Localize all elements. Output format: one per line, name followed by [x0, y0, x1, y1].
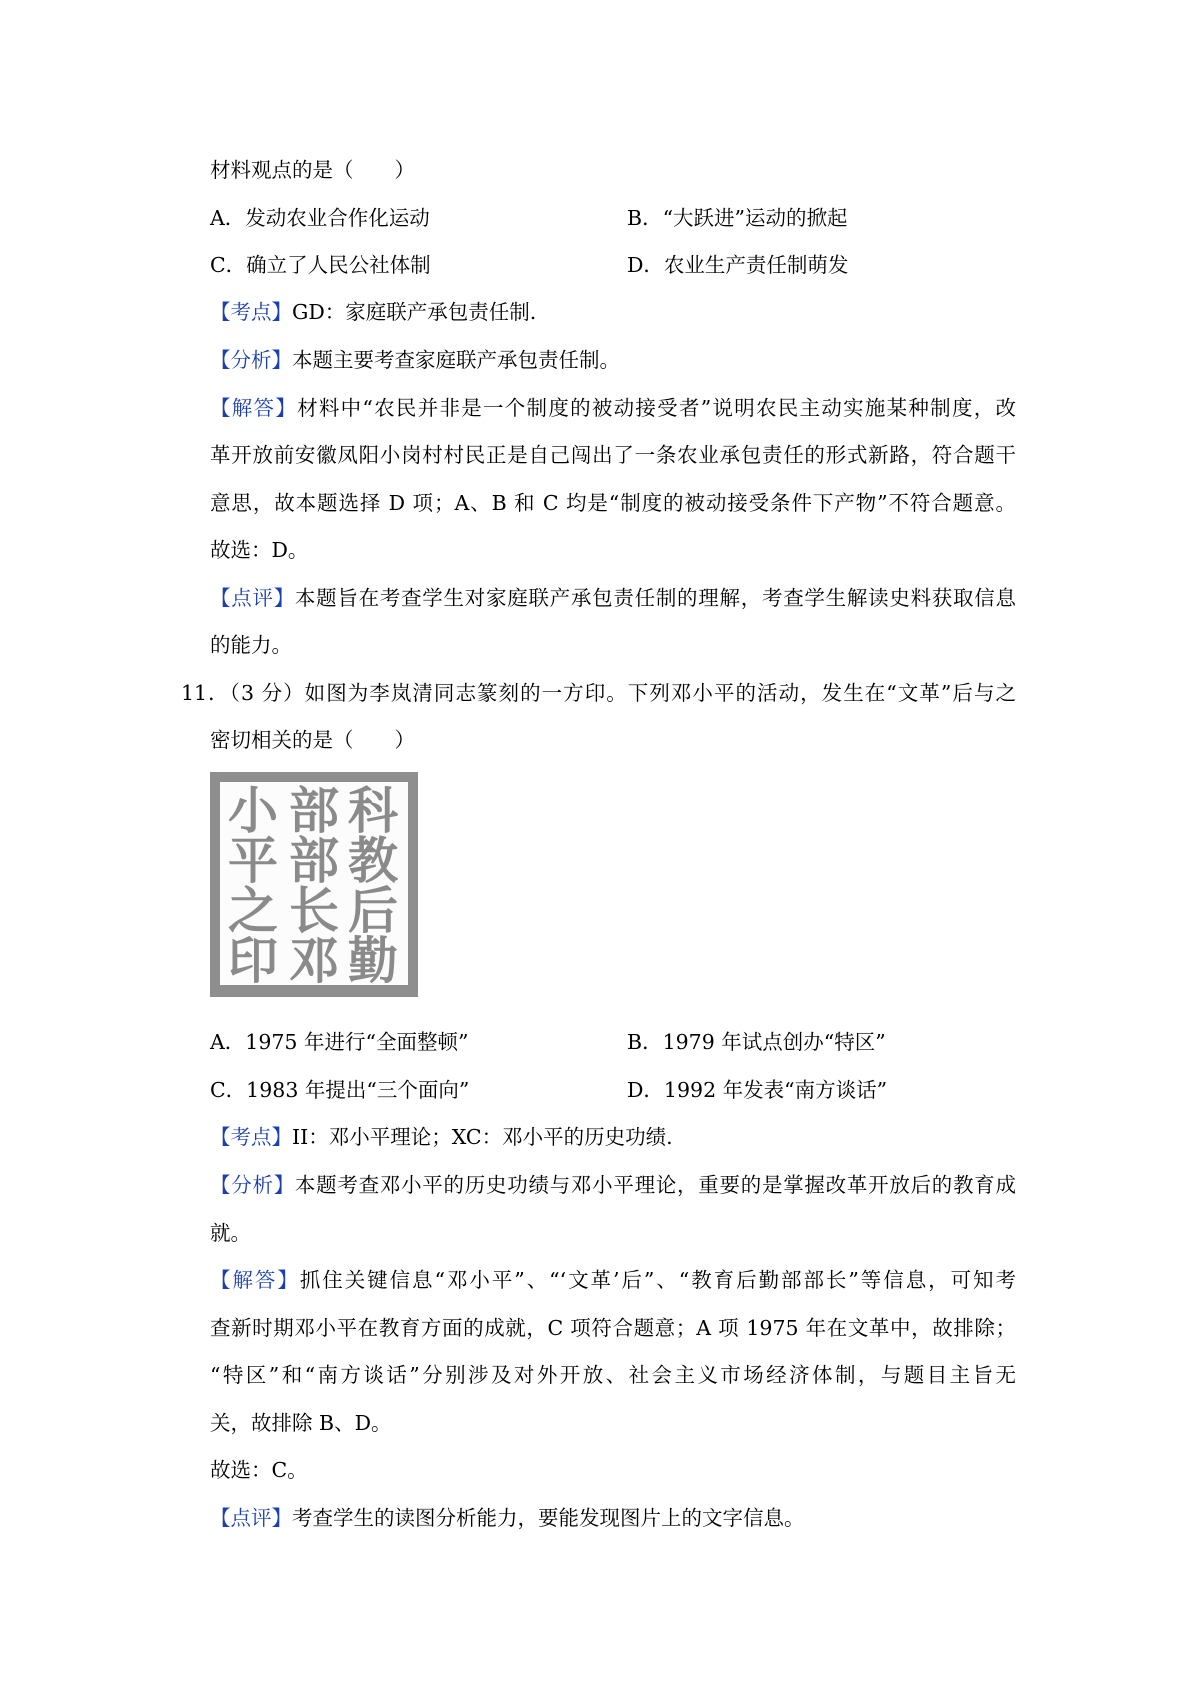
seal-char: 之	[228, 882, 278, 940]
q10-kaodian	[210, 297, 536, 327]
seal-char: 后	[348, 882, 398, 940]
seal-column-1	[342, 782, 404, 990]
q11-stem-line1: 11．（3 分）如图为李岚清同志篆刻的一方印。下列邓小平的活动，发生在“文革”后与之	[181, 681, 1016, 705]
seal-char: 平	[228, 832, 278, 890]
q10-answer: 故选：D。	[210, 538, 309, 562]
q10-option-a: A．发动农业合作化运动	[210, 206, 430, 230]
q11-fenxi-line1	[210, 1170, 1016, 1200]
seal-inner	[220, 782, 408, 990]
fenxi-tag: 【分析】	[210, 348, 292, 372]
jieda-text: 材料中“农民并非是一个制度的被动接受者”说明农民主动实施某种制度，改	[297, 396, 1016, 420]
q10-jieda-line2: 革开放前安徽凤阳小岗村村民正是自己闯出了一条农业承包责任的形式新路，符合题干	[210, 443, 1016, 467]
seal-image	[210, 772, 418, 997]
seal-char: 部	[289, 782, 339, 840]
q10-jieda-line3: 意思，故本题选择 D 项；A、B 和 C 均是“制度的被动接受条件下产物”不符合题意。	[210, 491, 1016, 515]
q11-option-b: B．1979 年试点创办“特区”	[627, 1030, 886, 1054]
kaodian-tag: 【考点】	[210, 300, 292, 324]
q10-stem: 材料观点的是（ ）	[210, 158, 415, 182]
fenxi-text: 本题考查邓小平的历史功绩与邓小平理论，重要的是掌握改革开放后的教育成	[294, 1173, 1017, 1197]
kaodian-text: GD：家庭联产承包责任制.	[292, 300, 537, 324]
q11-option-d: D．1992 年发表“南方谈话”	[627, 1078, 888, 1102]
q10-dianping-line2: 的能力。	[210, 633, 292, 657]
q11-fenxi-line2: 就。	[210, 1221, 251, 1245]
q10-jieda-line1	[210, 393, 1016, 423]
kaodian-tag: 【考点】	[210, 1125, 292, 1149]
seal-char: 教	[348, 832, 398, 890]
seal-char: 小	[228, 782, 278, 840]
seal-char: 勤	[348, 932, 398, 990]
seal-char: 邓	[289, 932, 339, 990]
seal-column-3	[222, 782, 284, 990]
q10-option-d: D．农业生产责任制萌发	[627, 253, 849, 277]
fenxi-tag: 【分析】	[210, 1173, 295, 1197]
q10-dianping-line1	[210, 583, 1016, 613]
jieda-tag: 【解答】	[210, 396, 298, 420]
q11-kaodian	[210, 1122, 673, 1152]
seal-char: 长	[289, 882, 339, 940]
fenxi-text: 本题主要考查家庭联产承包责任制。	[292, 348, 620, 372]
q11-dianping	[210, 1503, 805, 1533]
q11-stem-line2: 密切相关的是（ ）	[210, 728, 415, 752]
q11-jieda-line4: 关，故排除 B、D。	[210, 1411, 392, 1435]
seal-char: 印	[228, 932, 278, 990]
q11-jieda-line2: 查新时期邓小平在教育方面的成就，C 项符合题意；A 项 1975 年在文革中，故排除；	[210, 1316, 1016, 1340]
seal-char: 科	[348, 782, 398, 840]
q10-fenxi	[210, 345, 620, 375]
kaodian-text: II：邓小平理论；XC：邓小平的历史功绩.	[292, 1125, 673, 1149]
q10-option-c: C．确立了人民公社体制	[210, 253, 431, 277]
seal-char: 部	[289, 832, 339, 890]
jieda-tag: 【解答】	[210, 1268, 300, 1292]
q11-jieda-line3: “特区”和“南方谈话”分别涉及对外开放、社会主义市场经济体制，与题目主旨无	[210, 1363, 1016, 1387]
dianping-tag: 【点评】	[210, 586, 295, 610]
dianping-text: 本题旨在考查学生对家庭联产承包责任制的理解，考查学生解读史料获取信息	[294, 586, 1017, 610]
q11-option-c: C．1983 年提出“三个面向”	[210, 1078, 470, 1102]
dianping-tag: 【点评】	[210, 1506, 292, 1530]
q10-option-b: B．“大跃进”运动的掀起	[627, 206, 848, 230]
dianping-text: 考查学生的读图分析能力，要能发现图片上的文字信息。	[292, 1506, 805, 1530]
q11-answer: 故选：C。	[210, 1458, 308, 1482]
q11-option-a: A．1975 年进行“全面整顿”	[210, 1030, 469, 1054]
jieda-text: 抓住关键信息“邓小平”、“‘文革’后”、“教育后勤部部长”等信息，可知考	[299, 1268, 1017, 1292]
q11-jieda-line1	[210, 1265, 1016, 1295]
seal-column-2	[283, 782, 345, 990]
